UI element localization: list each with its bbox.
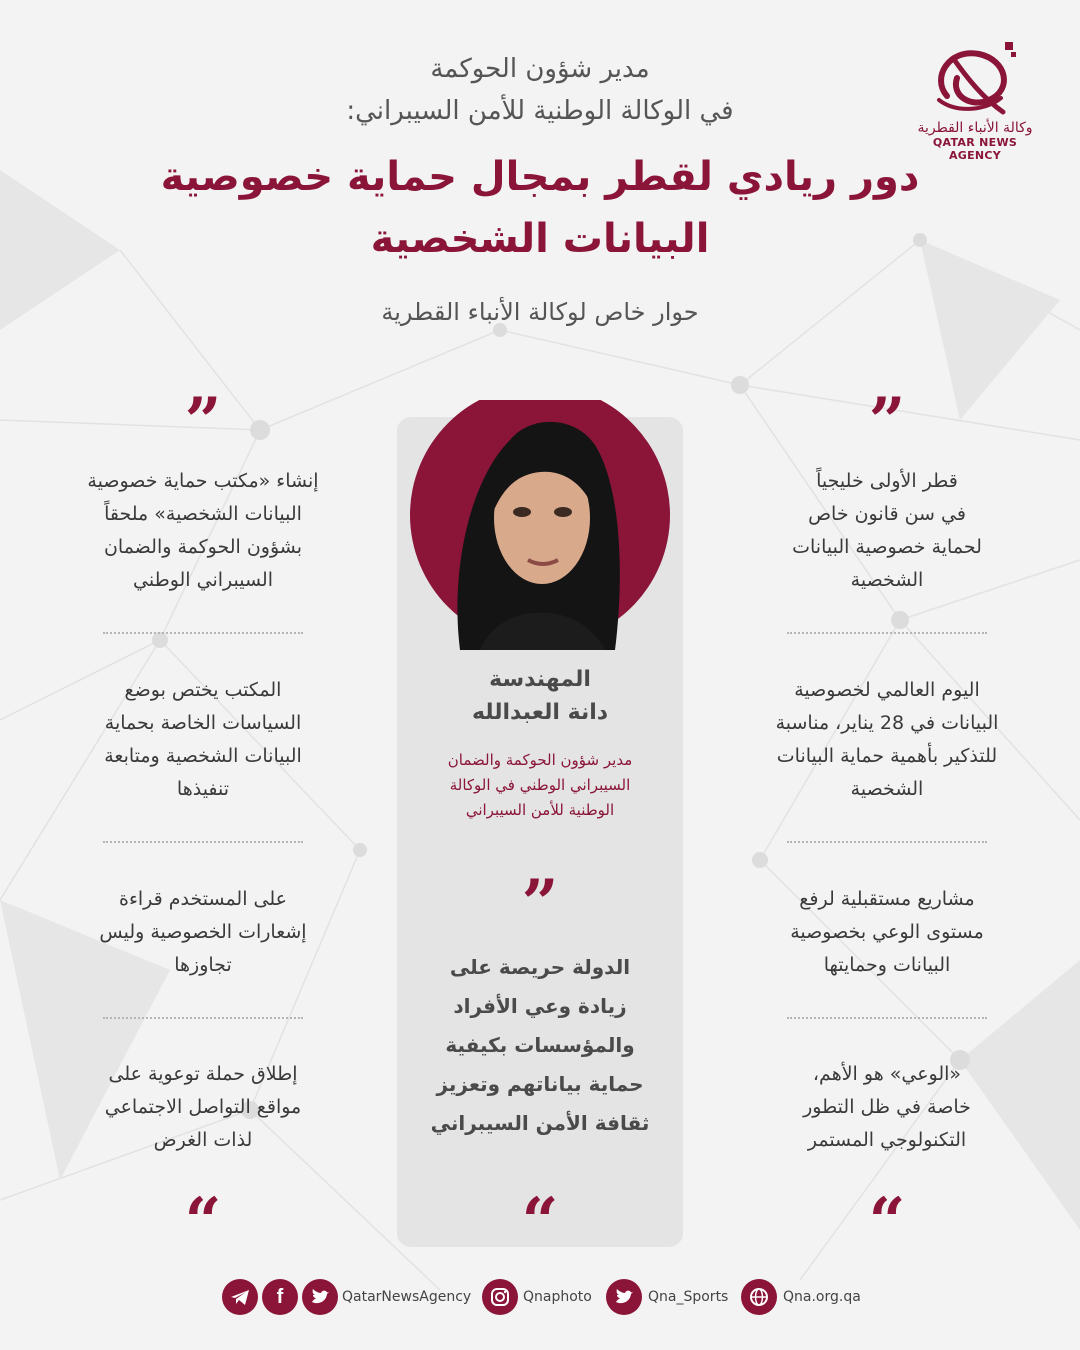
right-p4-line-3: التكنولوجي المستمر — [807, 1129, 967, 1151]
logo-english-name: QATAR NEWS AGENCY — [932, 136, 1018, 162]
footer-social-bar — [0, 1275, 1080, 1319]
left-p1-line-3: بشؤون الحوكمة والضمان — [103, 536, 303, 558]
right-p2-line-1: اليوم العالمي لخصوصية — [794, 679, 980, 701]
qna-logo-mark-icon — [927, 38, 1023, 118]
left-p2-line-2: السياسات الخاصة بحماية — [104, 712, 302, 734]
center-quote-line-2: زيادة وعي الأفراد — [453, 994, 627, 1018]
twitter-icon[interactable] — [302, 1279, 338, 1315]
interview-note: حوار خاص لوكالة الأنباء القطرية — [381, 298, 699, 326]
portrait-image — [410, 400, 670, 650]
right-divider-2 — [787, 841, 987, 843]
right-divider-1 — [787, 632, 987, 634]
facebook-icon[interactable]: f — [262, 1279, 298, 1315]
left-divider-2 — [103, 841, 303, 843]
left-p1-line-1: إنشاء «مكتب حماية خصوصية — [87, 470, 319, 492]
center-quote-line-5: ثقافة الأمن السيبراني — [430, 1111, 650, 1135]
left-p3-line-2: إشعارات الخصوصية وليس — [99, 921, 307, 943]
left-p1-line-2: البيانات الشخصية» ملحقاً — [104, 503, 302, 525]
right-p3-line-2: مستوى الوعي بخصوصية — [790, 921, 984, 943]
close-quote-mark-center: “ — [521, 1190, 559, 1240]
left-paragraph-4 — [68, 1058, 338, 1157]
telegram-icon[interactable] — [222, 1279, 258, 1315]
right-paragraph-4 — [752, 1058, 1022, 1157]
right-paragraph-3 — [752, 883, 1022, 982]
engineer-title: المهندسة — [489, 667, 591, 692]
website-link[interactable]: Qna.org.qa — [783, 1289, 861, 1305]
left-divider-3 — [103, 1017, 303, 1019]
right-p3-line-1: مشاريع مستقبلية لرفع — [799, 888, 975, 910]
right-p3-line-3: البيانات وحمايتها — [823, 954, 951, 976]
right-divider-3 — [787, 1017, 987, 1019]
subtitle-line-2: في الوكالة الوطنية للأمن السيبراني: — [346, 96, 734, 126]
left-p4-line-1: إطلاق حملة توعوية على — [108, 1063, 298, 1085]
right-paragraph-2 — [752, 674, 1022, 806]
left-p2-line-4: تنفيذها — [176, 778, 230, 800]
right-p4-line-2: خاصة في ظل التطور — [803, 1096, 971, 1118]
left-p3-line-1: على المستخدم قراءة — [118, 888, 287, 910]
left-divider-1 — [103, 632, 303, 634]
twitter-sports-icon[interactable] — [606, 1279, 642, 1315]
twitter-sports-link[interactable]: Qna_Sports — [648, 1289, 729, 1305]
engineer-role-line-1: مدير شؤون الحوكمة والضمان — [447, 751, 633, 769]
instagram-icon[interactable] — [482, 1279, 518, 1315]
logo-arabic-name: وكالة الأنباء القطرية — [917, 120, 1033, 136]
instagram-link[interactable]: Qnaphoto — [523, 1289, 592, 1305]
center-quote-line-4: حماية بياناتهم وتعزيز — [436, 1072, 644, 1096]
subtitle-line-1: مدير شؤون الحوكمة — [430, 54, 650, 84]
right-p1-line-4: الشخصية — [850, 569, 924, 591]
right-p2-line-4: الشخصية — [850, 778, 924, 800]
open-quote-mark-left: ” — [184, 390, 222, 440]
left-paragraph-3 — [68, 883, 338, 982]
left-p1-line-4: السيبراني الوطني — [133, 569, 273, 591]
close-quote-mark-left: “ — [184, 1190, 222, 1240]
right-p1-line-2: في سن قانون خاص — [808, 503, 966, 525]
globe-icon[interactable] — [741, 1279, 777, 1315]
page-title-line-1: دور ريادي لقطر بمجال حماية خصوصية — [160, 154, 920, 200]
right-p2-line-3: للتذكير بأهمية حماية البيانات — [776, 745, 998, 767]
engineer-role-line-3: الوطنية للأمن السيبراني — [465, 801, 615, 819]
left-paragraph-2 — [68, 674, 338, 806]
right-p4-line-1: «الوعي» هو الأهم، — [812, 1063, 962, 1085]
right-paragraph-1 — [752, 465, 1022, 597]
engineer-name: دانة العبدالله — [471, 700, 609, 725]
left-paragraph-1 — [68, 465, 338, 597]
center-quote-line-1: الدولة حريصة على — [449, 955, 631, 979]
left-p4-line-3: لذات الغرض — [153, 1129, 253, 1151]
left-p3-line-3: تجاوزها — [174, 954, 232, 976]
page-title-line-2: البيانات الشخصية — [370, 216, 710, 262]
open-quote-mark-right: ” — [868, 390, 906, 440]
right-p2-line-2: البيانات في 28 يناير، مناسبة — [775, 712, 999, 734]
left-p4-line-2: مواقع التواصل الاجتماعي — [104, 1096, 302, 1118]
left-p2-line-3: البيانات الشخصية ومتابعة — [104, 745, 302, 767]
left-p2-line-1: المكتب يختص بوضع — [124, 679, 282, 701]
center-quote-line-3: والمؤسسات بكيفية — [445, 1033, 635, 1057]
right-p1-line-3: لحماية خصوصية البيانات — [792, 536, 982, 558]
engineer-role-line-2: السيبراني الوطني في الوكالة — [449, 776, 631, 794]
right-p1-line-1: قطر الأولى خليجياً — [816, 470, 958, 492]
open-quote-mark-center: ” — [521, 872, 559, 922]
close-quote-mark-right: “ — [868, 1190, 906, 1240]
social-handle-link[interactable]: QatarNewsAgency — [342, 1289, 472, 1305]
